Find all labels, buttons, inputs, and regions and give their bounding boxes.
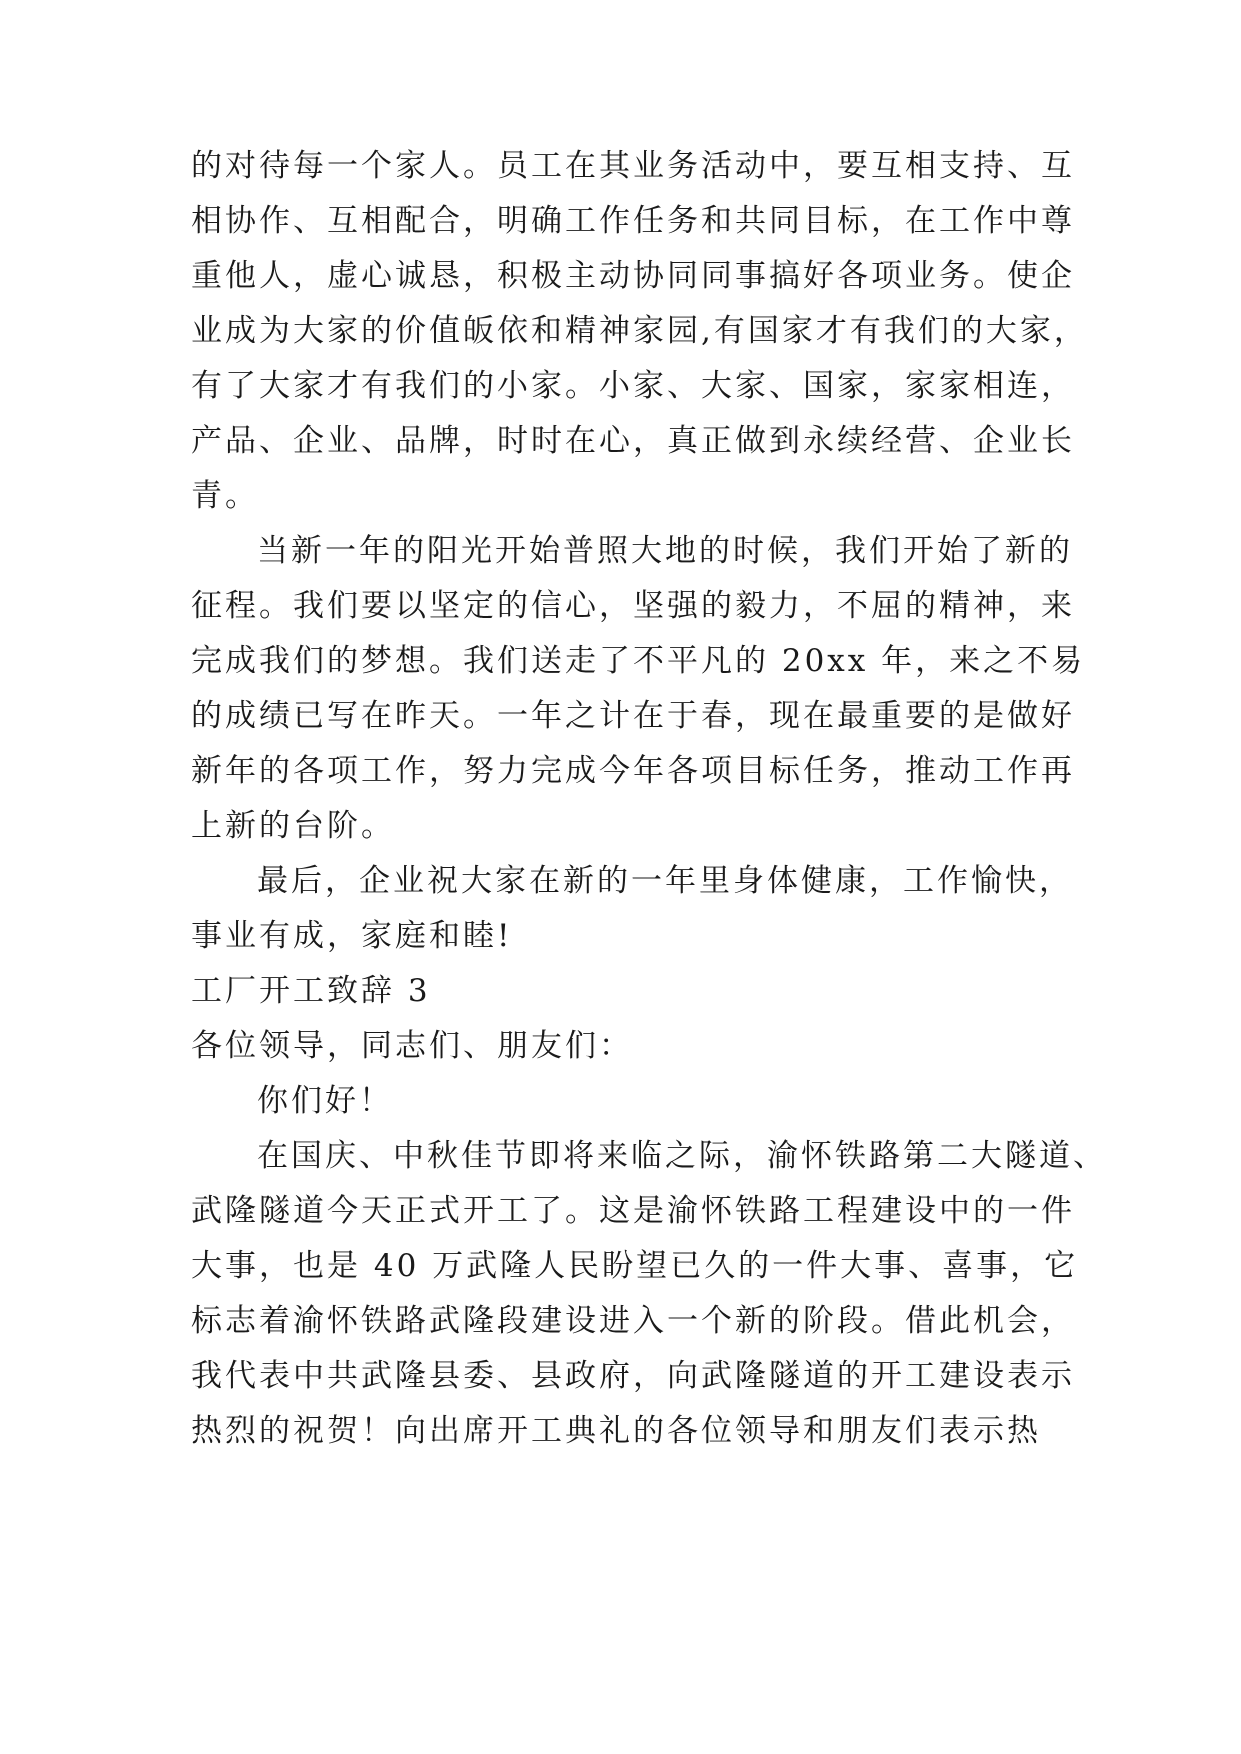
text-line: 的成绩已写在昨天。一年之计在于春，现在最重要的是做好	[191, 698, 1075, 734]
text-line: 征程。我们要以坚定的信心，坚强的毅力，不屈的精神，来	[191, 588, 1075, 624]
text-line: 热烈的祝贺！向出席开工典礼的各位领导和朋友们表示热	[191, 1413, 1041, 1449]
text-line: 的对待每一个家人。员工在其业务活动中，要互相支持、互	[191, 148, 1075, 184]
text-line: 业成为大家的价值皈依和精神家园,有国家才有我们的大家，	[191, 313, 1088, 349]
text-line: 上新的台阶。	[191, 808, 395, 844]
text-line: 产品、企业、品牌，时时在心，真正做到永续经营、企业长	[191, 423, 1075, 459]
text-line: 新年的各项工作，努力完成今年各项目标任务，推动工作再	[191, 753, 1075, 789]
text-line: 标志着渝怀铁路武隆段建设进入一个新的阶段。借此机会，	[191, 1303, 1075, 1339]
paragraph-start: 在国庆、中秋佳节即将来临之际，渝怀铁路第二大隧道、	[257, 1138, 1107, 1174]
text-line: 完成我们的梦想。我们送走了不平凡的 20xx 年，来之不易	[191, 643, 1086, 679]
text-line: 大事，也是 40 万武隆人民盼望已久的一件大事、喜事，它	[191, 1248, 1079, 1284]
text-line: 事业有成，家庭和睦!	[191, 918, 513, 954]
salutation: 各位领导，同志们、朋友们：	[191, 1028, 633, 1064]
text-line: 相协作、互相配合，明确工作任务和共同目标，在工作中尊	[191, 203, 1075, 239]
text-line: 重他人，虚心诚恳，积极主动协同同事搞好各项业务。使企	[191, 258, 1075, 294]
text-line: 有了大家才有我们的小家。小家、大家、国家，家家相连，	[191, 368, 1075, 404]
paragraph-start: 当新一年的阳光开始普照大地的时候，我们开始了新的	[257, 533, 1073, 569]
section-title: 工厂开工致辞 3	[191, 973, 431, 1009]
paragraph-start: 最后，企业祝大家在新的一年里身体健康，工作愉快，	[257, 863, 1073, 899]
text-line: 青。	[191, 478, 259, 514]
text-line: 我代表中共武隆县委、县政府，向武隆隧道的开工建设表示	[191, 1358, 1075, 1394]
greeting: 你们好！	[257, 1083, 393, 1119]
text-line: 武隆隧道今天正式开工了。这是渝怀铁路工程建设中的一件	[191, 1193, 1075, 1229]
